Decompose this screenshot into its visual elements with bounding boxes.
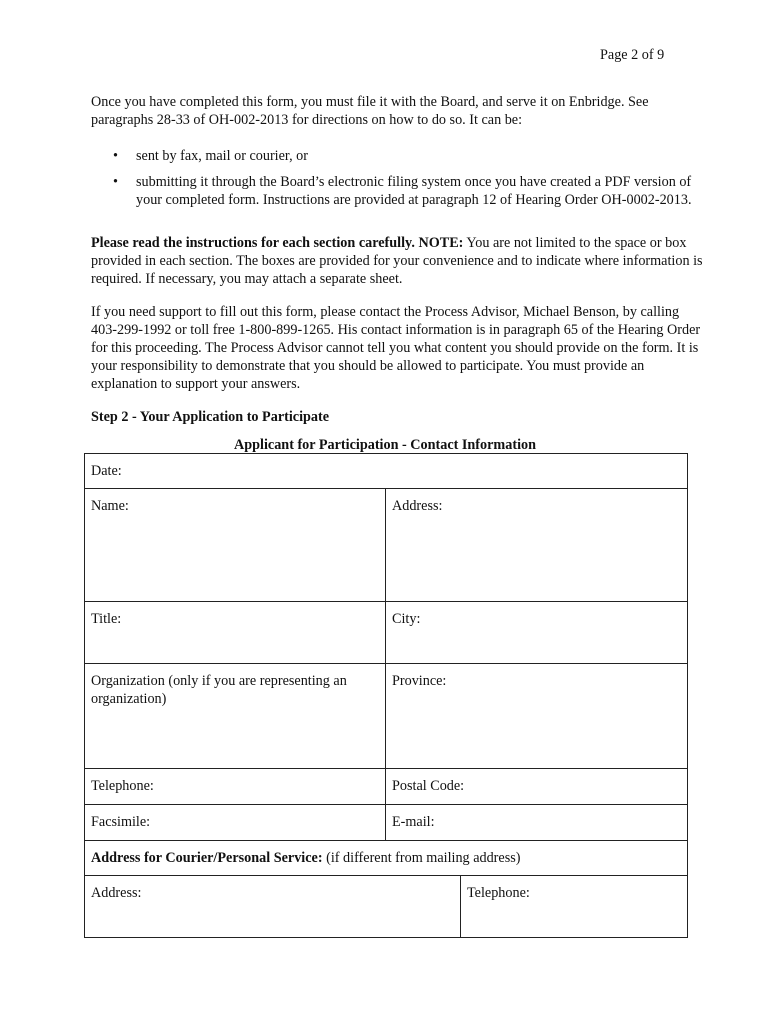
courier-section-header xyxy=(85,841,688,876)
courier-address-field[interactable] xyxy=(85,876,461,938)
city-label: City: xyxy=(392,611,421,627)
province-label: Province: xyxy=(392,673,447,689)
page-number: Page 2 of 9 xyxy=(600,47,665,63)
name-label: Name: xyxy=(91,498,129,514)
title-field[interactable] xyxy=(85,602,386,664)
step-heading: Step 2 - Your Application to Participate xyxy=(91,409,330,425)
support-paragraph: If you need support to fill out this form, please contact the Process Advisor, Michael Benson, by calling 403-299-1992 or toll free 1-800-899-1265. His contact information is in paragraph 65 of the Hearing Order for this proceeding. The Process Advisor cannot tell you what content you should provide on the form. It is your responsibility to demonstrate that you should be allowed to participate. You must provide an explanation to support your answers. xyxy=(91,304,701,392)
courier-telephone-field[interactable] xyxy=(461,876,688,938)
telephone-field[interactable] xyxy=(85,769,386,805)
city-field[interactable] xyxy=(386,602,688,664)
list-item xyxy=(91,147,707,165)
list-item-text: sent by fax, mail or courier, or xyxy=(136,148,308,164)
courier-telephone-label: Telephone: xyxy=(467,885,530,901)
table-title: Applicant for Participation - Contact Information xyxy=(234,437,536,453)
intro-paragraph: Once you have completed this form, you must file it with the Board, and serve it on Enbridge. See paragraphs 28-33 of OH-002-2013 for directions on how to do so. It can be: xyxy=(91,94,649,128)
postal-code-label: Postal Code: xyxy=(392,778,465,794)
email-label: E-mail: xyxy=(392,814,435,830)
filing-methods-list xyxy=(91,147,707,217)
telephone-label: Telephone: xyxy=(91,778,154,794)
bullet-icon: • xyxy=(113,148,118,164)
instructions-paragraph xyxy=(91,234,707,288)
list-item-text: submitting it through the Board’s electronic filing system once you have created a PDF version of your completed form. Instructions are provided at paragraph 12 of Hearing Order OH-0002-2013. xyxy=(136,174,692,208)
facsimile-field[interactable] xyxy=(85,805,386,841)
organization-field[interactable] xyxy=(85,664,386,769)
instructions-note-text: You are not limited to the space or box provided in each section. The boxes are provided for your convenience and to indicate where information is required. If necessary, you may attach a separate sheet. xyxy=(91,235,703,287)
courier-note: (if different from mailing address) xyxy=(322,850,521,866)
address-field[interactable] xyxy=(386,489,688,602)
postal-code-field[interactable] xyxy=(386,769,688,805)
email-field[interactable] xyxy=(386,805,688,841)
bullet-icon: • xyxy=(113,174,118,190)
organization-label: Organization (only if you are representing an organization) xyxy=(91,673,347,707)
date-label: Date: xyxy=(91,463,122,479)
province-field[interactable] xyxy=(386,664,688,769)
address-label: Address: xyxy=(392,498,443,514)
title-label: Title: xyxy=(91,611,122,627)
courier-heading: Address for Courier/Personal Service: xyxy=(91,850,323,866)
date-field[interactable] xyxy=(85,454,688,489)
name-field[interactable] xyxy=(85,489,386,602)
courier-address-label: Address: xyxy=(91,885,142,901)
facsimile-label: Facsimile: xyxy=(91,814,151,830)
contact-information-table xyxy=(84,453,688,938)
instructions-note-bold: Please read the instructions for each section carefully. NOTE: xyxy=(91,235,464,251)
list-item xyxy=(91,173,707,209)
